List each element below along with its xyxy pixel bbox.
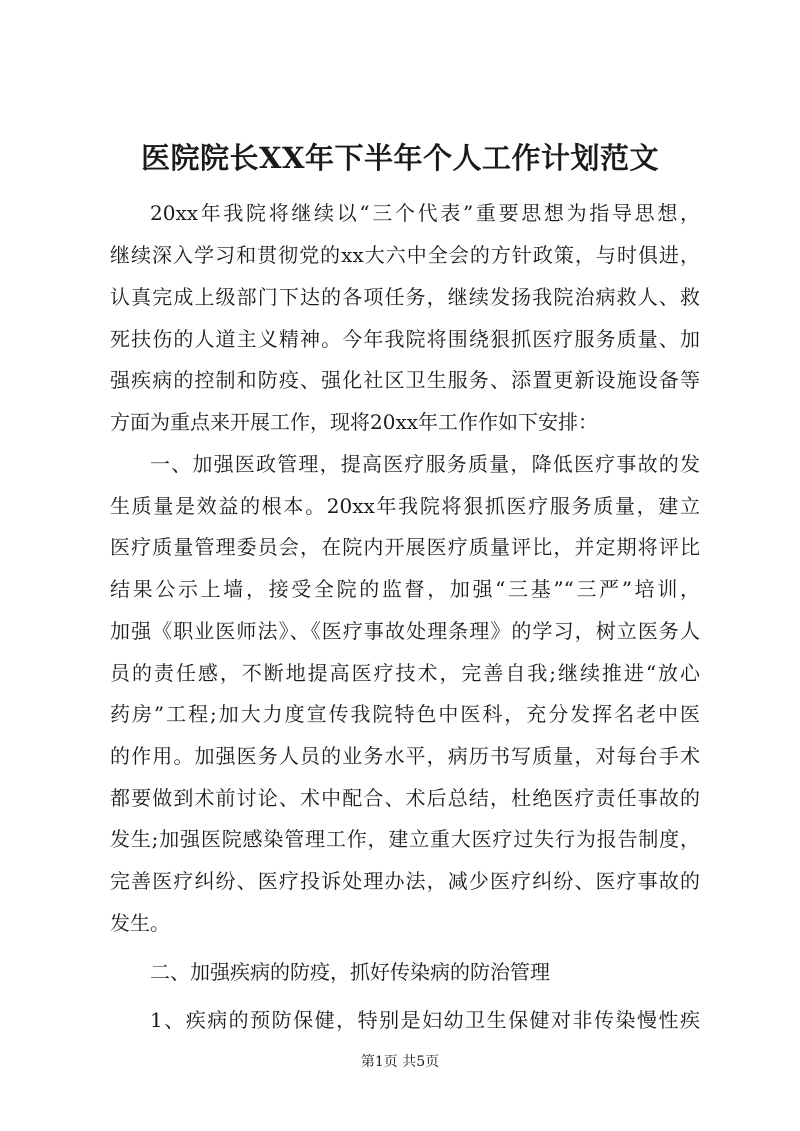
paragraph-line: 20xx年我院将继续以“三个代表”重要思想为指导思想， xyxy=(150,201,700,225)
section-heading: 二、加强疾病的防疫，抓好传染病的防治管理 xyxy=(150,960,550,984)
paragraph-line: 都要做到术前讨论、术中配合、术后总结，杜绝医疗责任事故的 xyxy=(110,786,700,810)
paragraph-line: 生质量是效益的根本。20xx年我院将狠抓医疗服务质量，建立 xyxy=(110,494,700,518)
paragraph-line: 方面为重点来开展工作，现将20xx年工作作如下安排： xyxy=(110,410,599,434)
paragraph-line: 一、加强医政管理，提高医疗服务质量，降低医疗事故的发 xyxy=(150,452,700,476)
paragraph-line: 继续深入学习和贯彻党的xx大六中全会的方针政策，与时俱进， xyxy=(110,243,700,267)
paragraph-line: 发生;加强医院感染管理工作，建立重大医疗过失行为报告制度， xyxy=(110,827,700,851)
paragraph-line: 药房”工程;加大力度宣传我院特色中医科，充分发挥名老中医 xyxy=(110,702,700,726)
paragraph-line: 完善医疗纠纷、医疗投诉处理办法，减少医疗纠纷、医疗事故的 xyxy=(110,869,700,893)
paragraph-line: 结果公示上墙，接受全院的监督，加强“三基”“三严”培训， xyxy=(110,577,700,601)
document-title: 医院院长XX年下半年个人工作计划范文 xyxy=(140,141,659,175)
paragraph-line: 发生。 xyxy=(110,911,170,935)
paragraph-line: 1、疾病的预防保健，特别是妇幼卫生保健对非传染慢性疾 xyxy=(150,1008,700,1032)
paragraph-line: 医疗质量管理委员会，在院内开展医疗质量评比，并定期将评比 xyxy=(110,535,700,559)
paragraph-line: 强疾病的控制和防疫、强化社区卫生服务、添置更新设施设备等 xyxy=(110,368,700,392)
paragraph-line: 员的责任感，不断地提高医疗技术，完善自我;继续推进“放心 xyxy=(110,661,700,685)
paragraph-line: 加强《职业医师法》、《医疗事故处理条理》的学习，树立医务人 xyxy=(110,619,700,643)
paragraph-line: 死扶伤的人道主义精神。今年我院将围绕狠抓医疗服务质量、加 xyxy=(110,327,700,351)
paragraph-line: 认真完成上级部门下达的各项任务，继续发扬我院治病救人、救 xyxy=(110,285,700,309)
paragraph-line: 的作用。加强医务人员的业务水平，病历书写质量，对每台手术 xyxy=(110,744,700,768)
page-footer: 第1页 共5页 xyxy=(360,1054,440,1070)
